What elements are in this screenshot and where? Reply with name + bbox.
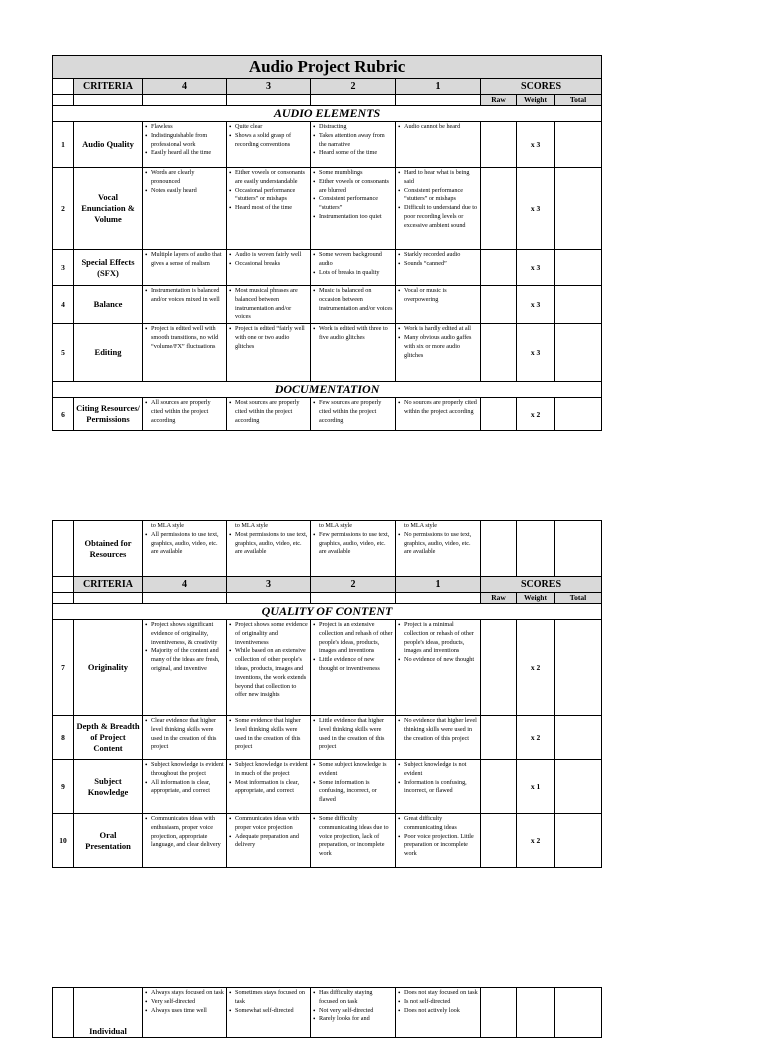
raw-score-cell[interactable] — [481, 814, 517, 868]
section-audio-elements: AUDIO ELEMENTS — [53, 106, 602, 122]
table-row — [53, 398, 602, 431]
descriptor-item: • Some woven background audio — [313, 251, 393, 269]
descriptor-item: • Some mumblings — [313, 169, 393, 178]
weight-cell: x 3 — [517, 324, 555, 382]
row-number: 6 — [53, 398, 74, 431]
table-row — [53, 250, 602, 286]
descriptor-list — [229, 621, 308, 700]
descriptor-item: • Some difficulty communicating ideas due to voice projection, lack of preparation, or incomplete work — [313, 815, 393, 859]
rubric-page-2 — [52, 520, 601, 868]
table-row — [53, 760, 602, 814]
total-score-cell[interactable] — [555, 398, 602, 431]
weight-cell: x 2 — [517, 716, 555, 760]
row-number: 5 — [53, 324, 74, 382]
descriptor-item: • Instrumentation is balanced and/or voices mixed in well — [145, 287, 224, 305]
raw-score-cell[interactable] — [481, 286, 517, 324]
criteria-label: Oral Presentation — [74, 814, 143, 868]
descriptor-list — [398, 169, 478, 231]
descriptor-item: • Does not stay focused on task — [398, 989, 478, 998]
descriptor-item: • Indistinguishable from professional work — [145, 132, 224, 150]
descriptor-item: • Not very self-directed — [313, 1007, 393, 1016]
descriptor-item: • Many obvious audio gaffes with six or more audio glitches — [398, 334, 478, 360]
criteria-label: Originality — [74, 620, 143, 716]
rubric-page-1 — [52, 55, 601, 431]
descriptor-item: to MLA style — [151, 522, 185, 529]
descriptor-item: • Work is edited with three to five audio glitches — [313, 325, 393, 343]
total-score-cell[interactable] — [555, 324, 602, 382]
descriptor-item: • No sources are properly cited within the project according — [398, 399, 478, 417]
header-score-1: 1 — [396, 577, 481, 593]
descriptor-list — [313, 815, 393, 859]
descriptor-item: • While based on an extensive collection of other people's ideas, products, images and inventions, the work extends beyond that collection to offer new insights — [229, 647, 308, 700]
descriptor-list — [145, 717, 224, 752]
weight-cell: x 3 — [517, 168, 555, 250]
raw-score-cell[interactable] — [481, 716, 517, 760]
header-score-3: 3 — [227, 79, 311, 95]
descriptor-item: • Flawless — [145, 123, 224, 132]
descriptor-list — [145, 123, 224, 158]
rubric-table-2 — [52, 520, 602, 868]
descriptor-item: • Little evidence that higher level thinking skills were used in the creation of this project — [313, 717, 393, 752]
descriptor-list — [145, 251, 224, 269]
descriptor-item: • Subject knowledge is not evident — [398, 761, 478, 779]
header-score-2: 2 — [311, 577, 396, 593]
descriptor-item: • Few permissions to use text, graphics, audio, video, etc. are available — [313, 531, 393, 557]
header-raw: Raw — [481, 593, 517, 604]
descriptor-item: • All permissions to use text, graphics, audio, video, etc. are available — [145, 531, 224, 557]
descriptor-list — [229, 717, 308, 752]
descriptor-item: • Vocal or music is overpowering — [398, 287, 478, 305]
descriptor-item: • Subject knowledge is evident in much of the project — [229, 761, 308, 779]
weight-cell: x 3 — [517, 250, 555, 286]
descriptor-list — [229, 325, 308, 351]
descriptor-list — [145, 621, 224, 674]
descriptor-item: • Majority of the content and many of the ideas are fresh, original, and inventive — [145, 647, 224, 673]
descriptor-item: • All information is clear, appropriate, and correct — [145, 779, 224, 797]
descriptor-item: • Project is a minimal collection or rehash of other people's ideas, products, images and inventions — [398, 621, 478, 656]
weight-cell: x 1 — [517, 760, 555, 814]
descriptor-item: to MLA style — [404, 522, 438, 529]
section-documentation: DOCUMENTATION — [53, 382, 602, 398]
descriptor-item: • Music is balanced on occasion between instrumentation and/or voices — [313, 287, 393, 313]
header-scores: SCORES — [481, 577, 602, 593]
descriptor-item: • Most information is clear, appropriate, and correct — [229, 779, 308, 797]
descriptor-item: • Occasional breaks — [229, 260, 308, 269]
descriptor-list — [145, 325, 224, 351]
rubric-page-3 — [52, 987, 601, 1038]
row-number: 4 — [53, 286, 74, 324]
descriptor-list — [229, 251, 308, 269]
descriptor-item: • Communicates ideas with enthusiasm, proper voice projection, appropriate language, and clear delivery — [145, 815, 224, 850]
descriptor-item: • Has difficulty staying focused on task — [313, 989, 393, 1007]
header-scores: SCORES — [481, 79, 602, 95]
descriptor-list — [398, 761, 478, 796]
descriptor-item: • Most sources are properly cited within the project according — [229, 399, 308, 425]
descriptor-list — [313, 717, 393, 752]
descriptor-list — [145, 989, 224, 1015]
rubric-table-3 — [52, 987, 602, 1038]
descriptor-item: • Distracting — [313, 123, 393, 132]
descriptor-item: • Is not self-directed — [398, 998, 478, 1007]
descriptor-item: • Very self-directed — [145, 998, 224, 1007]
weight-cell: x 2 — [517, 398, 555, 431]
descriptor-item: • Poor voice projection. Little preparation or incomplete work — [398, 833, 478, 859]
header-score-3: 3 — [227, 577, 311, 593]
descriptor-list — [145, 815, 224, 850]
row-number: 3 — [53, 250, 74, 286]
descriptor-item: • Always stays focused on task — [145, 989, 224, 998]
descriptor-item: • Project shows significant evidence of originality, inventiveness, & creativity — [145, 621, 224, 647]
descriptor-item: • Audio is woven fairly well — [229, 251, 308, 260]
descriptor-item: • Some evidence that higher level thinking skills were used in the creation of this project — [229, 717, 308, 752]
weight-cell: x 3 — [517, 286, 555, 324]
descriptor-item: • Most permissions to use text, graphics, audio, video, etc. are available — [229, 531, 308, 557]
raw-score-cell[interactable] — [481, 760, 517, 814]
descriptor-list — [313, 287, 393, 313]
table-row — [53, 168, 602, 250]
descriptor-item: • Words are clearly pronounced — [145, 169, 224, 187]
total-score-cell[interactable] — [555, 620, 602, 716]
descriptor-item: • Project is edited “fairly well with one or two audio glitches — [229, 325, 308, 351]
descriptor-item: • Some subject knowledge is evident — [313, 761, 393, 779]
row-number: 2 — [53, 168, 74, 250]
descriptor-list — [398, 815, 478, 859]
descriptor-item: • Heard most of the time — [229, 204, 308, 213]
descriptor-list — [313, 251, 393, 277]
header-raw: Raw — [481, 95, 517, 106]
descriptor-item: • Shows a solid grasp of recording conventions — [229, 132, 308, 150]
total-score-cell[interactable] — [555, 760, 602, 814]
criteria-label: Balance — [74, 286, 143, 324]
raw-score-cell[interactable] — [481, 398, 517, 431]
header-num-cell — [53, 79, 74, 95]
descriptor-list — [229, 287, 308, 322]
descriptor-item: • Rarely looks for and — [313, 1015, 393, 1024]
criteria-label: Audio Quality — [74, 122, 143, 168]
descriptor-item: • Difficult to understand due to poor recording levels or excessive ambient sound — [398, 204, 478, 230]
criteria-label: Obtained for Resources — [74, 521, 143, 577]
descriptor-item: • Multiple layers of audio that gives a sense of realism — [145, 251, 224, 269]
raw-score-cell[interactable] — [481, 122, 517, 168]
descriptor-list — [313, 761, 393, 805]
descriptor-item: • Some information is confusing, incorrect, or flawed — [313, 779, 393, 805]
descriptor-item: • Subject knowledge is evident throughout the project — [145, 761, 224, 779]
total-score-cell[interactable] — [555, 122, 602, 168]
descriptor-item: • Audio cannot be heard — [398, 123, 478, 132]
raw-score-cell[interactable] — [481, 250, 517, 286]
weight-cell: x 2 — [517, 620, 555, 716]
descriptor-item: • Project shows some evidence of originality and inventiveness — [229, 621, 308, 647]
descriptor-item: • Somewhat self-directed — [229, 1007, 308, 1016]
descriptor-list — [398, 251, 478, 269]
descriptor-item: • Easily heard all the time — [145, 149, 224, 158]
descriptor-list — [145, 287, 224, 305]
total-score-cell[interactable] — [555, 716, 602, 760]
descriptor-item: • Consistent performance “stutters” — [313, 195, 393, 213]
total-score-cell[interactable] — [555, 286, 602, 324]
descriptor-item: • Notes easily heard — [145, 187, 224, 196]
descriptor-item: • Instrumentation too quiet — [313, 213, 393, 222]
row-number: 7 — [53, 620, 74, 716]
table-row — [53, 620, 602, 716]
criteria-label: Individual — [74, 988, 143, 1038]
descriptor-item: • Consistent performance “stutters” or mishaps — [398, 187, 478, 205]
descriptor-item: • Occasional performance “stutters” or mishaps — [229, 187, 308, 205]
descriptor-item: • Does not actively look — [398, 1007, 478, 1016]
total-score-cell[interactable] — [555, 168, 602, 250]
row-number: 10 — [53, 814, 74, 868]
descriptor-list — [398, 399, 478, 417]
descriptor-item: • No evidence of new thought — [398, 656, 478, 665]
descriptor-item: • Hard to hear what is being said — [398, 169, 478, 187]
descriptor-item: • No permissions to use text, graphics, audio, video, etc. are available — [398, 531, 478, 557]
row-number: 8 — [53, 716, 74, 760]
descriptor-list — [398, 123, 478, 132]
header-weight: Weight — [517, 95, 555, 106]
descriptor-item: • Few sources are properly cited within the project according — [313, 399, 393, 425]
descriptor-item: • Project is an extensive collection and rehash of other people's ideas, products, images and inventions — [313, 621, 393, 656]
descriptor-item: • No evidence that higher level thinking skills were used in the creation of this project — [398, 717, 478, 743]
descriptor-list — [398, 621, 478, 665]
descriptor-item: • Most musical phrases are balanced between instrumentation and/or voices — [229, 287, 308, 322]
descriptor-list — [398, 287, 478, 305]
header-total: Total — [555, 593, 602, 604]
header-weight: Weight — [517, 593, 555, 604]
descriptor-list — [145, 169, 224, 195]
descriptor-item: • Lots of breaks in quality — [313, 269, 393, 278]
descriptor-list — [145, 522, 224, 557]
descriptor-item: • Little evidence of new thought or inventiveness — [313, 656, 393, 674]
descriptor-item: • Adequate preparation and delivery — [229, 833, 308, 851]
descriptor-item: • Great difficulty communicating ideas — [398, 815, 478, 833]
descriptor-item: • Work is hardly edited at all — [398, 325, 478, 334]
row-number: 1 — [53, 122, 74, 168]
descriptor-list — [313, 989, 393, 1024]
header-score-4: 4 — [143, 577, 227, 593]
descriptor-list — [398, 717, 478, 743]
descriptor-list — [229, 815, 308, 850]
criteria-label: Citing Resources/ Permissions — [74, 398, 143, 431]
weight-cell: x 2 — [517, 814, 555, 868]
descriptor-item: • Project is edited well with smooth transitions, no wild “volume/FX” fluctuations — [145, 325, 224, 351]
descriptor-item: • Information is confusing, incorrect, or flawed — [398, 779, 478, 797]
descriptor-list — [398, 325, 478, 360]
descriptor-list — [229, 522, 308, 557]
descriptor-list — [398, 522, 478, 557]
section-quality-of-content: QUALITY OF CONTENT — [53, 604, 602, 620]
descriptor-item: • Sometimes stays focused on task — [229, 989, 308, 1007]
weight-cell: x 3 — [517, 122, 555, 168]
table-row-individual — [53, 988, 602, 1038]
descriptor-list — [229, 761, 308, 796]
descriptor-item: • Either vowels or consonants are easily understandable — [229, 169, 308, 187]
descriptor-item: • Always uses time well — [145, 1007, 224, 1016]
table-row — [53, 716, 602, 760]
descriptor-item: • Communicates ideas with proper voice projection — [229, 815, 308, 833]
descriptor-list — [313, 169, 393, 222]
header-total: Total — [555, 95, 602, 106]
descriptor-list — [229, 169, 308, 213]
header-criteria: CRITERIA — [74, 577, 143, 593]
row-number: 9 — [53, 760, 74, 814]
descriptor-item: to MLA style — [319, 522, 353, 529]
descriptor-list — [229, 399, 308, 425]
descriptor-list — [313, 522, 393, 557]
criteria-label: Depth & Breadth of Project Content — [74, 716, 143, 760]
table-row — [53, 814, 602, 868]
criteria-label: Editing — [74, 324, 143, 382]
table-row-continued — [53, 521, 602, 577]
criteria-label: Vocal Enunciation & Volume — [74, 168, 143, 250]
descriptor-item: • Starkly recorded audio — [398, 251, 478, 260]
descriptor-item: • Either vowels or consonants are blurred — [313, 178, 393, 196]
descriptor-item: • Heard some of the time — [313, 149, 393, 158]
header-score-2: 2 — [311, 79, 396, 95]
descriptor-list — [398, 989, 478, 1015]
header-score-1: 1 — [396, 79, 481, 95]
table-row — [53, 324, 602, 382]
page-title: Audio Project Rubric — [53, 56, 602, 79]
descriptor-list — [313, 123, 393, 158]
raw-score-cell[interactable] — [481, 620, 517, 716]
raw-score-cell[interactable] — [481, 324, 517, 382]
descriptor-item: • Sounds “canned” — [398, 260, 478, 269]
header-score-4: 4 — [143, 79, 227, 95]
descriptor-list — [229, 123, 308, 149]
descriptor-item: • Takes attention away from the narrative — [313, 132, 393, 150]
descriptor-item: • All sources are properly cited within the project according — [145, 399, 224, 425]
criteria-label: Subject Knowledge — [74, 760, 143, 814]
total-score-cell[interactable] — [555, 250, 602, 286]
criteria-label: Special Effects (SFX) — [74, 250, 143, 286]
header-criteria: CRITERIA — [74, 79, 143, 95]
descriptor-list — [313, 621, 393, 674]
total-score-cell[interactable] — [555, 814, 602, 868]
descriptor-list — [313, 325, 393, 343]
descriptor-list — [145, 761, 224, 796]
descriptor-item: • Quite clear — [229, 123, 308, 132]
descriptor-item: to MLA style — [235, 522, 269, 529]
table-row — [53, 122, 602, 168]
rubric-table-1 — [52, 55, 602, 431]
descriptor-list — [229, 989, 308, 1015]
descriptor-list — [145, 399, 224, 425]
descriptor-list — [313, 399, 393, 425]
raw-score-cell[interactable] — [481, 168, 517, 250]
descriptor-item: • Clear evidence that higher level thinking skills were used in the creation of this project — [145, 717, 224, 752]
table-row — [53, 286, 602, 324]
